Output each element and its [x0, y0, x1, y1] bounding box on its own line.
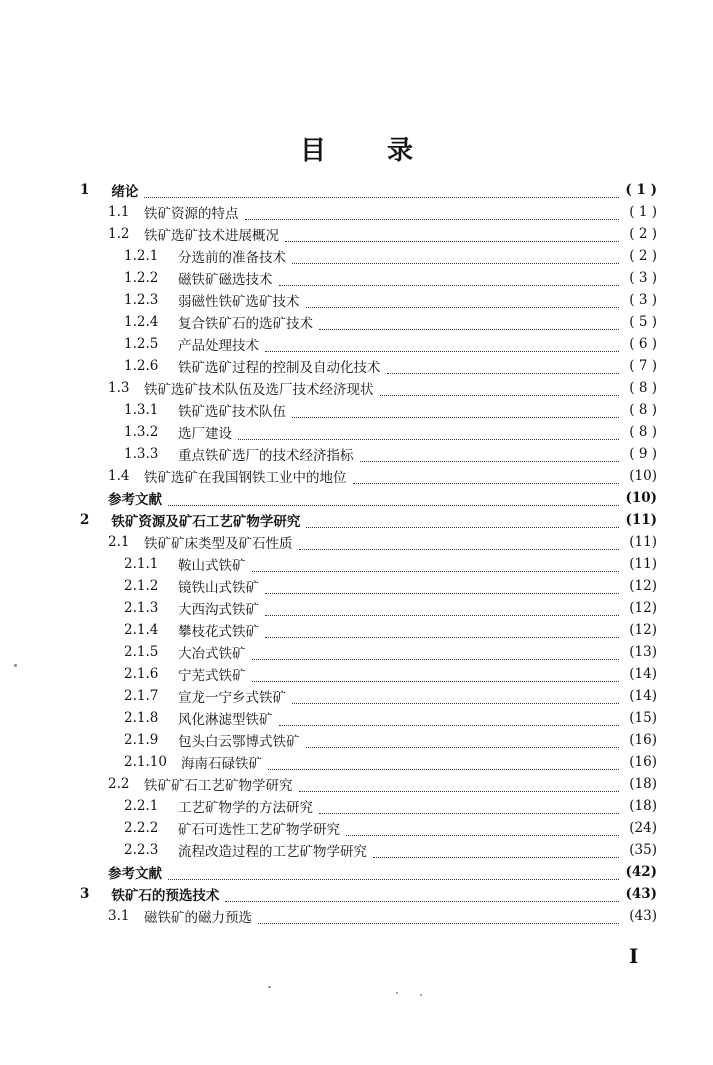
toc-entry-number: 1.2: [108, 226, 130, 242]
scan-speck: [396, 992, 398, 994]
toc-entry: [108, 861, 657, 883]
toc-entry-number: 1.3: [108, 380, 130, 396]
toc-entry-page: (11): [625, 512, 657, 528]
dot-leader: [238, 425, 619, 440]
toc-entry-page: (16): [629, 732, 657, 748]
toc-entry-title: 参考文献: [108, 492, 162, 508]
toc-entry: [108, 487, 657, 509]
toc-entry-page: (24): [629, 820, 657, 836]
dot-leader: [279, 271, 620, 286]
toc-entry-page: ( 3 ): [629, 292, 657, 308]
toc-entry-title: 镜铁山式铁矿: [178, 580, 259, 596]
toc-entry: [124, 751, 657, 773]
toc-entry: [124, 311, 657, 333]
toc-entry: [124, 663, 657, 685]
toc-entry-page: (15): [629, 710, 657, 726]
toc-entry-title: 宣龙一宁乡式铁矿: [178, 690, 286, 706]
dot-leader: [387, 359, 620, 374]
toc-entry-page: (12): [629, 578, 657, 594]
dot-leader: [168, 491, 619, 506]
toc-entry: [108, 377, 657, 399]
dot-leader: [360, 447, 620, 462]
toc-entry-number: 1.2.3: [124, 292, 159, 308]
dot-leader: [319, 799, 619, 814]
toc-entry-page: ( 5 ): [629, 314, 657, 330]
toc-entry-number: 2.1.9: [124, 732, 159, 748]
toc-entry-number: 2.1.7: [124, 688, 159, 704]
toc-entry-title: 分选前的准备技术: [178, 250, 286, 266]
toc-entry-page: (12): [629, 622, 657, 638]
toc-entry: [108, 201, 657, 223]
toc-entry-title: 参考文献: [108, 866, 162, 882]
dot-leader: [353, 469, 620, 484]
toc-entry: [108, 223, 657, 245]
toc-entry-number: 2.1: [108, 534, 130, 550]
dot-leader: [306, 293, 620, 308]
toc-entry: [80, 179, 657, 201]
toc-entry-page: (10): [629, 468, 657, 484]
dot-leader: [285, 227, 619, 242]
toc-entry: [108, 465, 657, 487]
toc-entry-title: 铁矿选矿技术进展概况: [144, 228, 279, 244]
toc-entry: [80, 509, 657, 531]
toc-entry-title: 鞍山式铁矿: [178, 558, 246, 574]
dot-leader: [168, 865, 619, 880]
toc-entry-page: ( 7 ): [629, 358, 657, 374]
dot-leader: [306, 733, 620, 748]
dot-leader: [299, 535, 620, 550]
toc-entry-title: 复合铁矿石的选矿技术: [178, 316, 313, 332]
scan-speck: [420, 994, 422, 996]
toc-entry-title: 大冶式铁矿: [178, 646, 246, 662]
toc-entry: [124, 421, 657, 443]
toc-entry-page: (11): [629, 556, 657, 572]
toc-entry: [124, 399, 657, 421]
dot-leader: [245, 205, 620, 220]
toc-entry-number: 1.2.1: [124, 248, 159, 264]
toc-entry-title: 包头白云鄂博式铁矿: [178, 734, 300, 750]
dot-leader: [346, 821, 619, 836]
toc-entry: [124, 685, 657, 707]
toc-entry-number: 2.1.1: [124, 556, 159, 572]
toc-entry-title: 磁铁矿磁选技术: [178, 272, 273, 288]
dot-leader: [319, 315, 619, 330]
toc-entry: [124, 597, 657, 619]
toc-entry-title: 工艺矿物学的方法研究: [178, 800, 313, 816]
toc-entry-page: (16): [629, 754, 657, 770]
toc-entry-title: 选厂建设: [178, 426, 232, 442]
toc-entry-number: 1.2.2: [124, 270, 159, 286]
toc-entry-title: 弱磁性铁矿选矿技术: [178, 294, 300, 310]
toc-entry-title: 海南石碌铁矿: [180, 756, 262, 772]
toc-entry-number: 2.1.6: [124, 666, 159, 682]
toc-entry-title: 铁矿石的预选技术: [111, 888, 220, 904]
toc-entry: [124, 795, 657, 817]
toc-entry: [108, 531, 657, 553]
toc-entry: [124, 267, 657, 289]
toc-entry-page: (14): [629, 688, 657, 704]
dot-leader: [225, 887, 619, 902]
toc-entry-number: 1.3.3: [124, 446, 159, 462]
dot-leader: [258, 909, 619, 924]
toc-entry-title: 流程改造过程的工艺矿物学研究: [178, 844, 367, 860]
toc-entry-page: (18): [629, 776, 657, 792]
toc-entry: [124, 289, 657, 311]
dot-leader: [279, 711, 620, 726]
toc-entry-number: 1.4: [108, 468, 130, 484]
toc-entry-title: 宁芜式铁矿: [178, 668, 246, 684]
toc-entry-page: ( 8 ): [629, 402, 657, 418]
toc-entry-number: 1.2.5: [124, 336, 159, 352]
toc-entry-number: 1.3.1: [124, 402, 159, 418]
toc-entry-number: 2.1.3: [124, 600, 159, 616]
toc-entry-number: 1.3.2: [124, 424, 159, 440]
toc-entry: [124, 619, 657, 641]
toc-entry-title: 铁矿选矿过程的控制及自动化技术: [178, 360, 381, 376]
toc-entry-number: 1.2.6: [124, 358, 159, 374]
toc-entry-number: 2.1.8: [124, 710, 159, 726]
toc-entry-number: 1.1: [108, 204, 130, 220]
toc-entry-page: (43): [625, 886, 657, 902]
toc-entry-number: 3.1: [108, 908, 130, 924]
toc-entry-number: 3: [80, 886, 90, 902]
toc-entry-title: 绪论: [111, 184, 139, 200]
toc-entry-page: ( 6 ): [629, 336, 657, 352]
dot-leader: [265, 601, 619, 616]
toc-entry-title: 攀枝花式铁矿: [178, 624, 259, 640]
toc-entry-page: ( 9 ): [629, 446, 657, 462]
dot-leader: [265, 623, 619, 638]
toc-entry-page: ( 3 ): [629, 270, 657, 286]
dot-leader: [265, 337, 619, 352]
toc-entry: [124, 355, 657, 377]
toc-entry: [124, 839, 657, 861]
toc-entry-title: 铁矿资源的特点: [144, 206, 239, 222]
toc-entry-number: 1.2.4: [124, 314, 159, 330]
dot-leader: [380, 381, 620, 396]
toc-entry: [124, 817, 657, 839]
toc-entry: [124, 641, 657, 663]
toc-entry-title: 重点铁矿选厂的技术经济指标: [178, 448, 354, 464]
scan-speck: [14, 664, 17, 667]
toc-entry-number: 2.2.2: [124, 820, 159, 836]
toc-entry-page: (11): [629, 534, 657, 550]
dot-leader: [306, 513, 619, 528]
dot-leader: [268, 755, 619, 770]
toc-entry: [124, 575, 657, 597]
toc-entry-page: (43): [629, 908, 657, 924]
toc-entry-number: 2.1.5: [124, 644, 159, 660]
toc-entry: [108, 773, 657, 795]
toc-entry: [124, 333, 657, 355]
toc-entry-number: 2.1.10: [124, 754, 167, 770]
toc-entry-number: 2: [80, 512, 90, 528]
toc-entry: [124, 553, 657, 575]
toc-entry-title: 铁矿选矿在我国钢铁工业中的地位: [144, 470, 347, 486]
toc-entry-page: (13): [629, 644, 657, 660]
dot-leader: [144, 183, 619, 198]
toc-entry-page: (42): [625, 864, 657, 880]
toc-entry: [80, 883, 657, 905]
toc-entry-number: 2.2: [108, 776, 130, 792]
toc-entry-number: 2.1.2: [124, 578, 159, 594]
toc-entry-page: (10): [625, 490, 657, 506]
page-number: I: [629, 944, 639, 968]
toc-entry-title: 大西沟式铁矿: [178, 602, 259, 618]
toc-entry: [108, 905, 657, 927]
toc-entry-page: ( 2 ): [629, 248, 657, 264]
toc-entry-title: 铁矿选矿技术队伍及选厂技术经济现状: [144, 382, 374, 398]
dot-leader: [292, 249, 619, 264]
dot-leader: [292, 689, 619, 704]
toc-entry-page: ( 2 ): [629, 226, 657, 242]
toc-entry-page: (14): [629, 666, 657, 682]
scan-speck: [268, 986, 271, 988]
toc-entry: [124, 245, 657, 267]
dot-leader: [252, 557, 620, 572]
toc-entry-page: (35): [629, 842, 657, 858]
toc-entry: [124, 729, 657, 751]
toc-entry-page: (18): [629, 798, 657, 814]
toc-entry-title: 铁矿选矿技术队伍: [178, 404, 286, 420]
toc-entry-page: ( 8 ): [629, 380, 657, 396]
toc-entry-title: 铁矿资源及矿石工艺矿物学研究: [111, 514, 301, 530]
toc-entry-title: 磁铁矿的磁力预选: [144, 910, 252, 926]
toc-entry-title: 矿石可选性工艺矿物学研究: [178, 822, 340, 838]
toc-entry-title: 铁矿矿床类型及矿石性质: [144, 536, 293, 552]
toc-entry-number: 1: [80, 182, 90, 198]
dot-leader: [265, 579, 619, 594]
page-title: 目 录: [299, 136, 440, 166]
toc-entry-page: (12): [629, 600, 657, 616]
toc-entry: [124, 443, 657, 465]
toc-entry-page: ( 1 ): [625, 182, 657, 198]
toc-entry-title: 风化淋滤型铁矿: [178, 712, 273, 728]
dot-leader: [252, 645, 620, 660]
toc-entry-number: 2.2.3: [124, 842, 159, 858]
toc-entry-title: 产品处理技术: [178, 338, 259, 354]
toc-entry-number: 2.2.1: [124, 798, 159, 814]
toc-entry-number: 2.1.4: [124, 622, 159, 638]
dot-leader: [299, 777, 620, 792]
toc-entry: [124, 707, 657, 729]
toc-entry-page: ( 8 ): [629, 424, 657, 440]
toc-entry-title: 铁矿矿石工艺矿物学研究: [144, 778, 293, 794]
dot-leader: [252, 667, 620, 682]
toc-entry-page: ( 1 ): [629, 204, 657, 220]
dot-leader: [373, 843, 619, 858]
dot-leader: [292, 403, 619, 418]
